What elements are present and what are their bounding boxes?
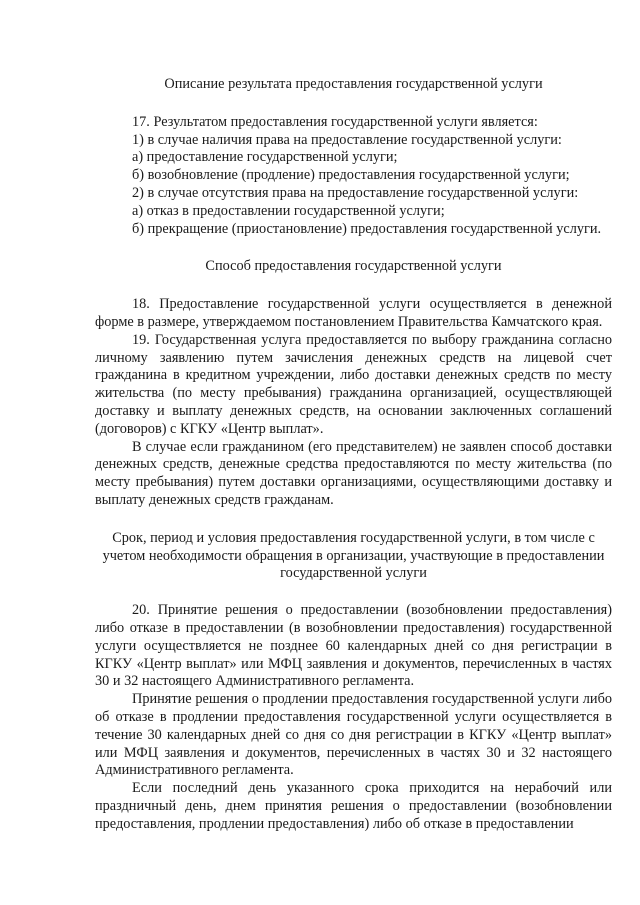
item-20-paragraph: 20. Принятие решения о предоставлении (возобновлении предоставления) либо отказе в предоставлении (в возобновлении предоставления) государственной услуги осуществляется не позднее 60 календарных дней со дня регистрации в КГКУ «Центр выплат» или МФЦ заявления и документов, перечисленных в частях 30 и 32 настоящего Административного регламента. bbox=[95, 602, 612, 690]
item-17-line: а) отказ в предоставлении государственной услуги; bbox=[132, 202, 445, 219]
item-20-last-paragraph: Если последний день указанного срока приходится на нерабочий или праздничный день, днем принятия решения о предоставлении (возобновлении предоставления, продлении предоставления) либо об отказе в предоставлении bbox=[95, 780, 612, 832]
item-17-line: б) возобновление (продление) предоставления государственной услуги; bbox=[132, 167, 570, 184]
item-19-paragraph: 19. Государственная услуга предоставляется по выбору гражданина согласно личному заявлению путем зачисления денежных средств на лицевой счет гражданина в кредитном учреждении, либо доставки денежных средств по месту жительства (по месту пребывания) гражданина организацией, осуществляющей доставку и выплату денежных средств, на основании заключенных соглашений (договоров) с КГКУ «Центр выплат». bbox=[95, 331, 612, 437]
item-19-continuation: В случае если гражданином (его представителем) не заявлен способ доставки денежных средств, денежные средства предоставляются по месту жительства (по месту пребывания) путем доставки организациями, осуществляющими доставку и выплату денежных средств гражданам. bbox=[95, 438, 612, 508]
item-17-intro: 17. Результатом предоставления государственной услуги является: bbox=[132, 113, 538, 130]
item-17-last-line: б) прекращение (приостановление) предоставления государственной услуги. bbox=[132, 220, 602, 237]
item-17-line: 2) в случае отсутствия права на предоставление государственной услуги: bbox=[132, 184, 579, 201]
section-heading-result: Описание результата предоставления государственной услуги bbox=[164, 76, 543, 92]
item-18-paragraph: 18. Предоставление государственной услуги осуществляется в денежной форме в размере, утверждаемом постановлением Правительства Камчатского края. bbox=[95, 296, 612, 330]
section-heading-term: Срок, период и условия предоставления государственной услуги, в том числе с учетом необходимости обращения в организации, участвующие в предоставлении государственной услуги bbox=[102, 529, 605, 582]
item-20-continuation: Принятие решения о продлении предоставления государственной услуги либо об отказе в продлении предоставления государственной услуги осуществляется в течение 30 календарных дней со дня со дня регистрации в КГКУ «Центр выплат» или МФЦ заявления и документов, перечисленных в частях 30 и 32 настоящего Административного регламента. bbox=[95, 691, 612, 779]
item-17-line: а) предоставление государственной услуги; bbox=[132, 149, 398, 166]
document-page bbox=[95, 70, 612, 833]
item-17-line: 1) в случае наличия права на предоставление государственной услуги: bbox=[132, 131, 562, 148]
section-heading-method: Способ предоставления государственной услуги bbox=[205, 258, 502, 275]
